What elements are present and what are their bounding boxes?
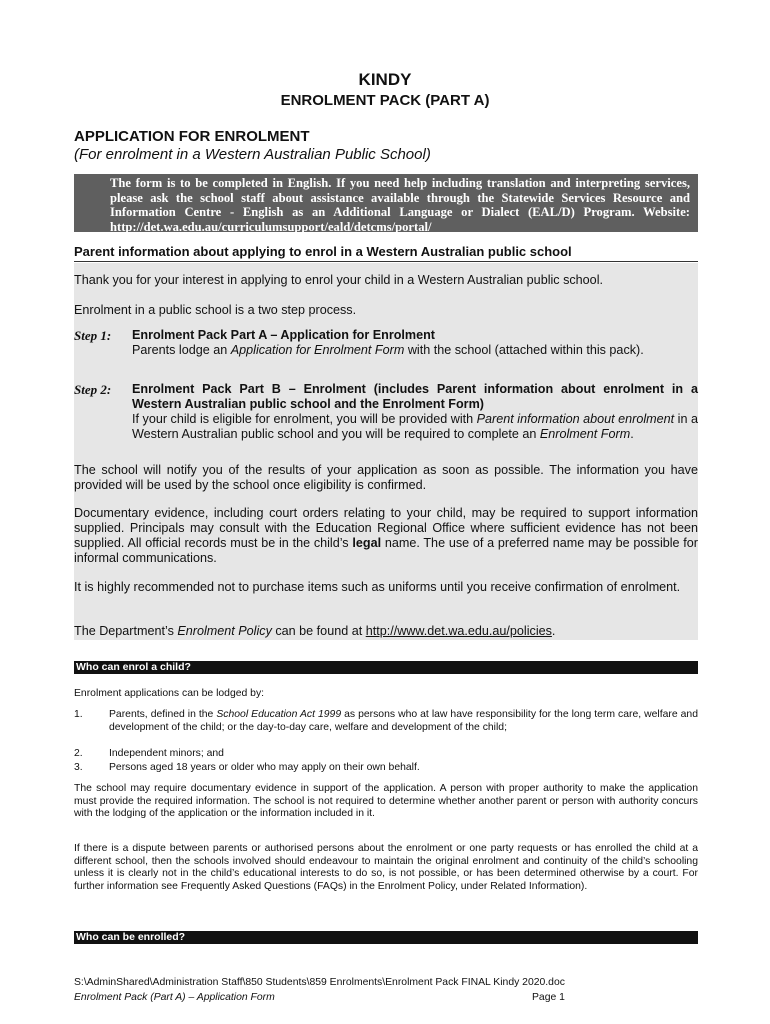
who-can-enrol-heading: Who can enrol a child? <box>76 661 191 673</box>
list-item: Persons aged 18 years or older who may apply on their own behalf. <box>109 762 420 773</box>
notice-text: The form is to be completed in English. If you need help including translation and interpreting services, please ask the school staff about assistance available through the Statewide Services Resource and Information Centre - English as an Additional Language or Dialect (EAL/D) Program. Website: <box>110 176 690 220</box>
p6-a: The Department’s <box>74 624 178 638</box>
document-subtitle: ENROLMENT PACK (PART A) <box>280 92 490 109</box>
language-notice-text <box>110 176 690 235</box>
uniforms-paragraph: It is highly recommended not to purchase items such as uniforms until you receive confirmation of enrolment. <box>74 580 681 594</box>
list-item <box>109 709 698 734</box>
page-label: Page <box>532 992 560 1003</box>
step-1-body <box>132 328 698 358</box>
footer-doc-title: Enrolment Pack (Part A) – Application Form <box>74 992 275 1003</box>
item-1-text-em: School Education Act 1999 <box>216 709 342 720</box>
page-number-value: 1 <box>559 992 565 1003</box>
two-step-paragraph: Enrolment in a public school is a two step process. <box>74 303 357 317</box>
step-1-text-em: Application for Enrolment Form <box>230 343 405 357</box>
step-2-text-b: in a Western Australian public school and you will be required to complete an <box>132 412 698 441</box>
who-can-enrol-bar <box>74 661 698 674</box>
who-can-be-enrolled-heading: Who can be enrolled? <box>76 931 186 943</box>
p6-b: can be found at <box>271 624 366 638</box>
list-item-number: 1. <box>74 709 83 720</box>
p6-c: . <box>551 624 556 638</box>
who-can-be-enrolled-bar <box>74 931 698 944</box>
parent-info-title: Parent information about applying to enrol in a Western Australian public school <box>74 244 572 259</box>
step-2-text-a: If your child is eligible for enrolment, you will be provided with <box>132 412 477 426</box>
dispute-paragraph: If there is a dispute between parents or authorised persons about the enrolment or one party requests or has enrolled the child at a different school, then the schools involved should endeavour to maintain the original enrolment and continuity of the child’s schooling unless it is clearly not in the child’s educational interests to do so, is not possible, or has been determined otherwise by a court. For further information see Frequently Asked Questions (FAQs) in the Enrolment Policy, under Related Information). <box>74 843 698 892</box>
document-title: KINDY <box>358 70 412 89</box>
p6-em: Enrolment Policy <box>177 624 272 638</box>
application-heading: APPLICATION FOR ENROLMENT <box>74 128 310 145</box>
step-2-text-em1: Parent information about enrolment <box>476 412 675 426</box>
p4-b: name. The use of a preferred name may be possible for informal communications. <box>74 536 698 565</box>
notification-paragraph: The school will notify you of the results of your application as soon as possible. The information you have provided will be used by the school once eligibility is confirmed. <box>74 463 698 492</box>
item-1-text-b: as persons who at law have responsibility for the long term care, welfare and development of the child; or the day-to-day care, welfare and development of the child; <box>109 709 698 733</box>
step-2-label: Step 2: <box>74 382 112 397</box>
list-item-number: 3. <box>74 762 83 773</box>
p4-bold: legal <box>352 536 382 550</box>
step-1-title: Enrolment Pack Part A – Application for Enrolment <box>132 328 435 342</box>
application-subheading: (For enrolment in a Western Australian Public School) <box>74 146 431 163</box>
step-2-title: Enrolment Pack Part B – Enrolment (includes Parent information about enrolment in a Western Australian public school and the Enrolment Form) <box>132 382 698 411</box>
step-2-text-c: . <box>630 427 634 441</box>
step-1-text-a: Parents lodge an <box>132 343 231 357</box>
enrolment-intro: Enrolment applications can be lodged by: <box>74 688 265 699</box>
step-1-text <box>132 343 698 358</box>
item-1-text-a: Parents, defined in the <box>109 709 217 720</box>
policies-link[interactable]: http://www.det.wa.edu.au/policies <box>365 624 552 638</box>
list-item: Independent minors; and <box>109 748 224 759</box>
documentary-evidence-note: The school may require documentary evidence in support of the application. A person with proper authority to make the application must provide the required information. The school is not required to determine whether another parent or person with authority concurs with the lodging of the application or the information included in it. <box>74 783 698 820</box>
list-item-number: 2. <box>74 748 83 759</box>
step-1-label: Step 1: <box>74 328 112 343</box>
step-1-text-b: with the school (attached within this pack). <box>404 343 644 357</box>
eald-portal-link[interactable]: http://det.wa.edu.au/curriculumsupport/eald/detcms/portal/ <box>110 220 432 235</box>
step-2-body <box>132 382 698 442</box>
policy-paragraph <box>74 624 698 639</box>
documentary-evidence-paragraph <box>74 506 698 566</box>
language-notice-box <box>74 174 698 235</box>
step-2-text-em2: Enrolment Form <box>539 427 631 441</box>
divider <box>74 261 698 262</box>
footer-file-path: S:\AdminShared\Administration Staff\850 Students\859 Enrolments\Enrolment Pack FINAL Kindy 2020.doc <box>74 977 565 988</box>
page-number <box>532 992 565 1003</box>
p4-a: Documentary evidence, including court orders relating to your child, may be required to support information supplied. Principals may consult with the Education Regional Office where sufficient evidence has not been supplied. All official records must be in the child’s <box>74 506 698 550</box>
step-2-text <box>132 412 698 442</box>
thank-you-paragraph: Thank you for your interest in applying to enrol your child in a Western Australian public school. <box>74 273 603 287</box>
